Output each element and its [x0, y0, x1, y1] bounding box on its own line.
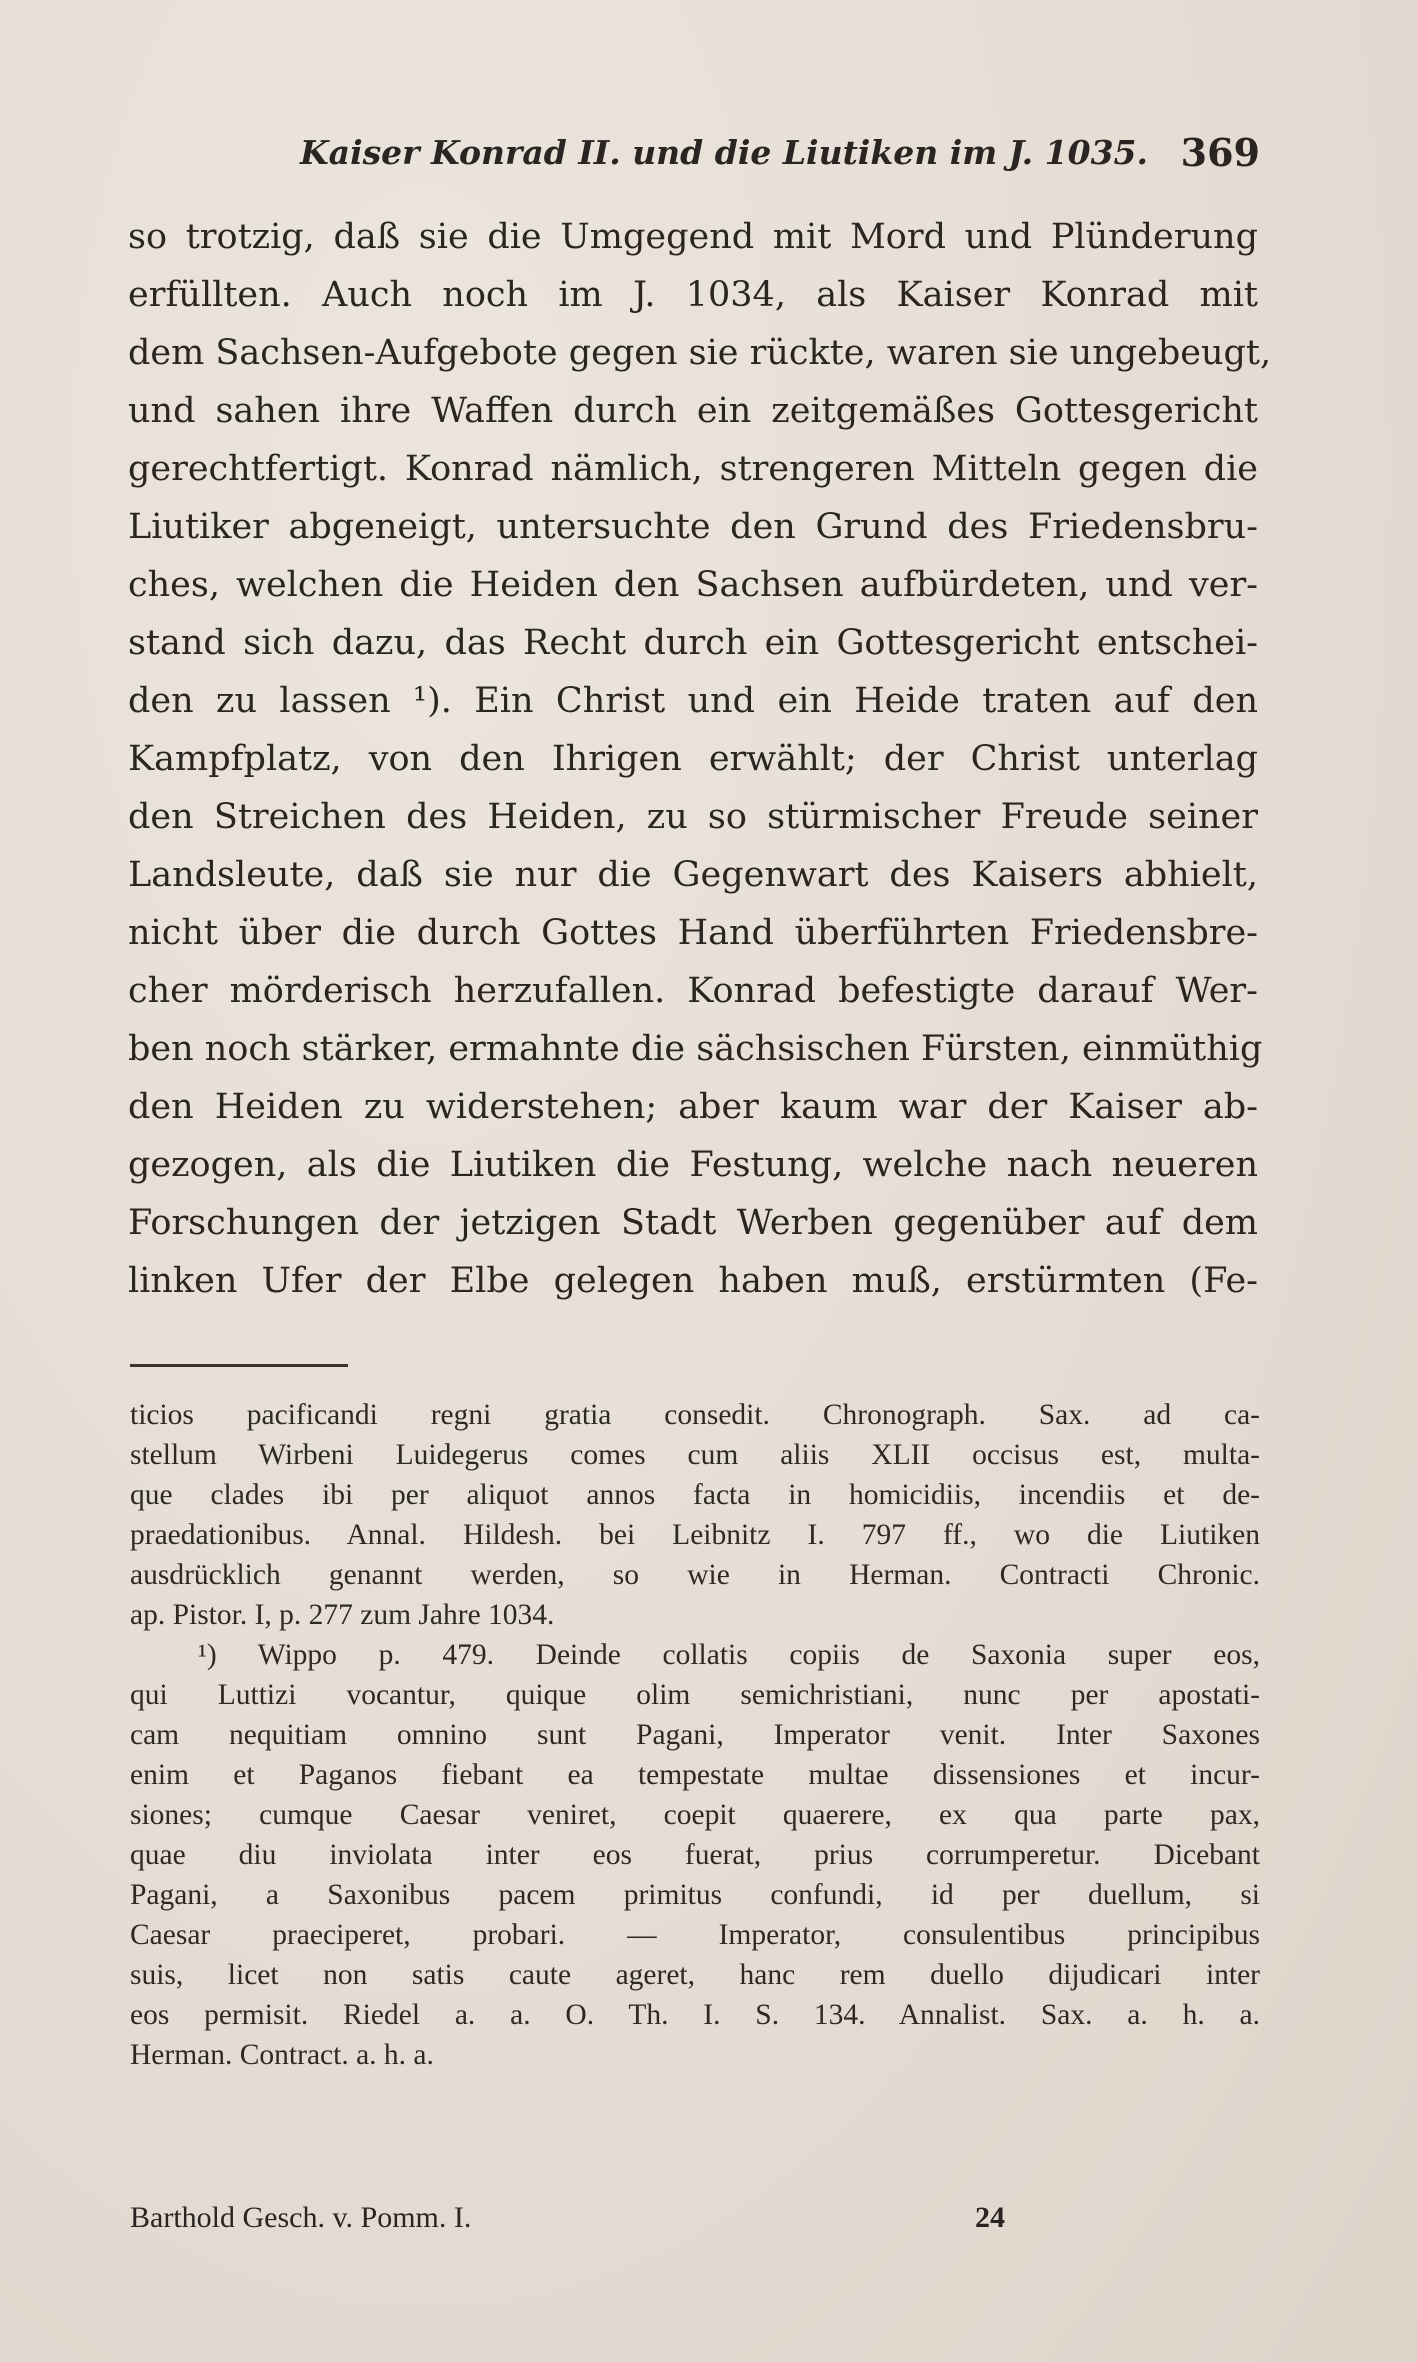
footnote-line: ticios pacificandi regni gratia consedit. Chronograph. Sax. ad ca-: [130, 1399, 1260, 1431]
text-line: nicht über die durch Gottes Hand überführten Friedensbre-: [128, 913, 1258, 953]
sheet-number: 24: [975, 2201, 1005, 2234]
text-line: stand sich dazu, das Recht durch ein Gottesgericht entschei-: [128, 623, 1258, 663]
text-line: Kampfplatz, von den Ihrigen erwählt; der Christ unterlag: [128, 739, 1258, 779]
footnote-line: ap. Pistor. I, p. 277 zum Jahre 1034.: [130, 1599, 555, 1631]
text-line: Liutiker abgeneigt, untersuchte den Grund des Friedensbru-: [128, 507, 1258, 547]
footnote-1-line: Pagani, a Saxonibus pacem primitus confundi, id per duellum, si: [130, 1879, 1260, 1911]
text-line: ben noch stärker, ermahnte die sächsischen Fürsten, einmüthig: [128, 1029, 1263, 1069]
footnote-1-line: siones; cumque Caesar veniret, coepit quaerere, ex qua parte pax,: [130, 1799, 1260, 1831]
text-line: cher mörderisch herzufallen. Konrad befestigte darauf Wer-: [128, 971, 1258, 1011]
footnotes: [130, 1395, 1260, 2075]
footnote-1-line: quae diu inviolata inter eos fuerat, prius corrumperetur. Dicebant: [130, 1839, 1260, 1871]
footnote-1-line: Herman. Contract. a. h. a.: [130, 2039, 434, 2071]
text-line: gezogen, als die Liutiken die Festung, welche nach neueren: [128, 1145, 1258, 1185]
footnote-line: stellum Wirbeni Luidegerus comes cum aliis XLII occisus est, multa-: [130, 1439, 1260, 1471]
footnote-1-line: qui Luttizi vocantur, quique olim semichristiani, nunc per apostati-: [130, 1679, 1260, 1711]
page-footer: [130, 2196, 1260, 2240]
text-line: Landsleute, daß sie nur die Gegenwart des Kaisers abhielt,: [128, 855, 1258, 895]
page-number: 369: [1180, 130, 1260, 175]
text-line: ches, welchen die Heiden den Sachsen aufbürdeten, und ver-: [128, 565, 1258, 605]
main-text: [128, 208, 1272, 1310]
text-line: erfüllten. Auch noch im J. 1034, als Kaiser Konrad mit: [128, 275, 1258, 315]
footnote-line: ausdrücklich genannt werden, so wie in Herman. Contracti Chronic.: [130, 1559, 1260, 1591]
running-title: Kaiser Konrad II. und die Liutiken im J. 1035.: [300, 133, 1148, 172]
text-line: den zu lassen ¹). Ein Christ und ein Heide traten auf den: [128, 681, 1258, 721]
text-line: dem Sachsen-Aufgebote gegen sie rückte, waren sie ungebeugt,: [128, 333, 1272, 373]
running-header: [300, 125, 1260, 181]
footnote-line: praedationibus. Annal. Hildesh. bei Leibnitz I. 797 ff., wo die Liutiken: [130, 1519, 1260, 1551]
text-line: gerechtfertigt. Konrad nämlich, strengeren Mitteln gegen die: [128, 449, 1258, 489]
text-line: den Streichen des Heiden, zu so stürmischer Freude seiner: [128, 797, 1258, 837]
footnote-1-line: cam nequitiam omnino sunt Pagani, Imperator venit. Inter Saxones: [130, 1719, 1260, 1751]
text-line: linken Ufer der Elbe gelegen haben muß, erstürmten (Fe-: [128, 1261, 1258, 1301]
footnote-1-line: enim et Paganos fiebant ea tempestate multae dissensiones et incur-: [130, 1759, 1260, 1791]
footnote-1-line: ¹) Wippo p. 479. Deinde collatis copiis de Saxonia super eos,: [198, 1639, 1260, 1671]
signature-mark: Barthold Gesch. v. Pomm. I.: [130, 2201, 472, 2234]
footnote-rule: [130, 1364, 348, 1367]
footnote-1-line: Caesar praeciperet, probari. — Imperator, consulentibus principibus: [130, 1919, 1260, 1951]
text-line: Forschungen der jetzigen Stadt Werben gegenüber auf dem: [128, 1203, 1258, 1243]
footnote-line: que clades ibi per aliquot annos facta in homicidiis, incendiis et de-: [130, 1479, 1260, 1511]
text-line: so trotzig, daß sie die Umgegend mit Mord und Plünderung: [128, 217, 1258, 257]
text-line: den Heiden zu widerstehen; aber kaum war der Kaiser ab-: [128, 1087, 1258, 1127]
footnote-1-line: suis, licet non satis caute ageret, hanc rem duello dijudicari inter: [130, 1959, 1260, 1991]
footnote-1-line: eos permisit. Riedel a. a. O. Th. I. S. 134. Annalist. Sax. a. h. a.: [130, 1999, 1260, 2031]
text-line: und sahen ihre Waffen durch ein zeitgemäßes Gottesgericht: [128, 391, 1258, 431]
